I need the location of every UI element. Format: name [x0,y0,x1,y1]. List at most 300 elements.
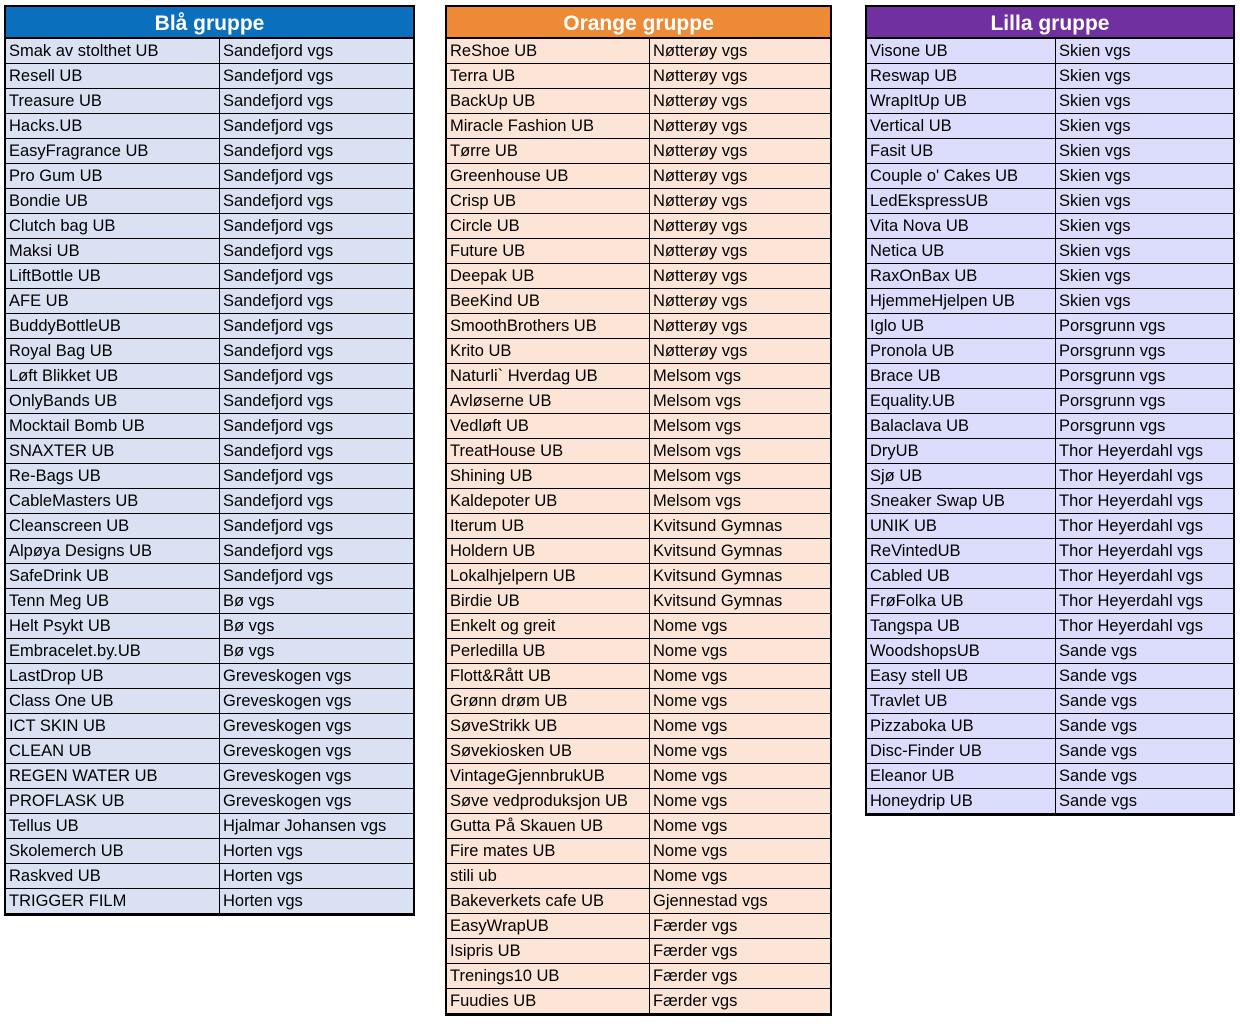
school-cell: Nøtterøy vgs [650,289,830,313]
company-name-cell: Equality.UB [867,389,1056,413]
company-name-cell: Flott&Rått UB [447,664,650,688]
company-name-cell: Maksi UB [6,239,220,263]
table-row [6,189,413,214]
school-cell: Sande vgs [1056,739,1233,763]
table-row [6,464,413,489]
table-row [447,164,830,189]
table-row [6,439,413,464]
table-row [6,489,413,514]
company-name-cell: Future UB [447,239,650,263]
table-row [447,464,830,489]
company-name-cell: HjemmeHjelpen UB [867,289,1056,313]
company-name-cell: Fire mates UB [447,839,650,863]
company-name-cell: Trenings10 UB [447,964,650,988]
school-cell: Sandefjord vgs [220,514,413,538]
table-row [867,614,1233,639]
school-cell: Færder vgs [650,914,830,938]
company-name-cell: Treasure UB [6,89,220,113]
company-name-cell: Disc-Finder UB [867,739,1056,763]
table-row [867,39,1233,64]
company-name-cell: Skolemerch UB [6,839,220,863]
company-name-cell: LiftBottle UB [6,264,220,288]
company-name-cell: Grønn drøm UB [447,689,650,713]
table-row [447,514,830,539]
company-name-cell: Tangspa UB [867,614,1056,638]
table-row [867,414,1233,439]
school-cell: Sandefjord vgs [220,464,413,488]
school-cell: Nome vgs [650,814,830,838]
table-row [6,39,413,64]
table-row [867,789,1233,814]
table-row [447,89,830,114]
school-cell: Færder vgs [650,964,830,988]
company-name-cell: Søve vedproduksjon UB [447,789,650,813]
school-cell: Nøtterøy vgs [650,164,830,188]
table-row [447,664,830,689]
company-name-cell: Pro Gum UB [6,164,220,188]
company-name-cell: stili ub [447,864,650,888]
school-cell: Sandefjord vgs [220,189,413,213]
school-cell: Skien vgs [1056,139,1233,163]
company-name-cell: SøveStrikk UB [447,714,650,738]
table-row [6,89,413,114]
school-cell: Sandefjord vgs [220,314,413,338]
company-name-cell: Shining UB [447,464,650,488]
school-cell: Sandefjord vgs [220,64,413,88]
company-name-cell: Isipris UB [447,939,650,963]
table-row [6,614,413,639]
school-cell: Skien vgs [1056,64,1233,88]
school-cell: Sandefjord vgs [220,489,413,513]
company-name-cell: WrapItUp UB [867,89,1056,113]
company-name-cell: Crisp UB [447,189,650,213]
school-cell: Kvitsund Gymnas [650,514,830,538]
table-row [6,564,413,589]
school-cell: Melsom vgs [650,414,830,438]
company-name-cell: Hacks.UB [6,114,220,138]
school-cell: Thor Heyerdahl vgs [1056,464,1233,488]
table-row [6,289,413,314]
table-row [447,414,830,439]
table-row [867,764,1233,789]
school-cell: Skien vgs [1056,289,1233,313]
school-cell: Sande vgs [1056,764,1233,788]
company-name-cell: BuddyBottleUB [6,314,220,338]
table-row [6,139,413,164]
group-header: Blå gruppe [6,7,413,39]
company-name-cell: AFE UB [6,289,220,313]
company-name-cell: BackUp UB [447,89,650,113]
school-cell: Thor Heyerdahl vgs [1056,589,1233,613]
school-cell: Nome vgs [650,689,830,713]
company-name-cell: Raskved UB [6,864,220,888]
table-row [447,39,830,64]
school-cell: Nøtterøy vgs [650,314,830,338]
table-row [6,589,413,614]
table-row [447,639,830,664]
table-row [867,89,1233,114]
school-cell: Sande vgs [1056,639,1233,663]
table-row [447,364,830,389]
school-cell: Nome vgs [650,639,830,663]
table-row [447,539,830,564]
company-name-cell: Tenn Meg UB [6,589,220,613]
company-name-cell: RaxOnBax UB [867,264,1056,288]
school-cell: Nøtterøy vgs [650,339,830,363]
company-name-cell: FrøFolka UB [867,589,1056,613]
company-name-cell: Søvekiosken UB [447,739,650,763]
purple-group-table [865,5,1235,816]
company-name-cell: Mocktail Bomb UB [6,414,220,438]
company-name-cell: Brace UB [867,364,1056,388]
table-row [447,114,830,139]
company-name-cell: Eleanor UB [867,764,1056,788]
table-row [447,214,830,239]
company-name-cell: Avløserne UB [447,389,650,413]
table-row [447,189,830,214]
school-cell: Sandefjord vgs [220,114,413,138]
school-cell: Thor Heyerdahl vgs [1056,564,1233,588]
table-row [447,864,830,889]
table-row [867,289,1233,314]
table-row [6,114,413,139]
company-name-cell: Helt Psykt UB [6,614,220,638]
company-name-cell: Couple o' Cakes UB [867,164,1056,188]
company-name-cell: Honeydrip UB [867,789,1056,813]
table-rows [867,39,1233,814]
table-row [867,389,1233,414]
company-name-cell: Lokalhjelpern UB [447,564,650,588]
table-row [447,439,830,464]
table-row [447,314,830,339]
company-name-cell: Krito UB [447,339,650,363]
school-cell: Nøtterøy vgs [650,139,830,163]
table-row [447,289,830,314]
table-row [867,139,1233,164]
table-row [867,189,1233,214]
school-cell: Bø vgs [220,614,413,638]
school-cell: Sandefjord vgs [220,164,413,188]
school-cell: Skien vgs [1056,264,1233,288]
company-name-cell: Vita Nova UB [867,214,1056,238]
company-name-cell: LastDrop UB [6,664,220,688]
company-name-cell: Circle UB [447,214,650,238]
table-row [867,264,1233,289]
company-name-cell: SmoothBrothers UB [447,314,650,338]
school-cell: Porsgrunn vgs [1056,339,1233,363]
company-name-cell: Vertical UB [867,114,1056,138]
school-cell: Sande vgs [1056,689,1233,713]
company-name-cell: Sneaker Swap UB [867,489,1056,513]
table-row [6,64,413,89]
school-cell: Færder vgs [650,939,830,963]
company-name-cell: ICT SKIN UB [6,714,220,738]
company-name-cell: Reswap UB [867,64,1056,88]
table-row [447,239,830,264]
company-name-cell: Kaldepoter UB [447,489,650,513]
school-cell: Sandefjord vgs [220,439,413,463]
school-cell: Skien vgs [1056,164,1233,188]
company-name-cell: Iterum UB [447,514,650,538]
table-row [6,389,413,414]
table-row [447,339,830,364]
table-row [867,464,1233,489]
school-cell: Nome vgs [650,764,830,788]
school-cell: Sandefjord vgs [220,389,413,413]
company-name-cell: Royal Bag UB [6,339,220,363]
table-row [6,789,413,814]
company-name-cell: EasyWrapUB [447,914,650,938]
company-name-cell: WoodshopsUB [867,639,1056,663]
school-cell: Horten vgs [220,864,413,888]
school-cell: Greveskogen vgs [220,739,413,763]
table-row [867,739,1233,764]
company-name-cell: Re-Bags UB [6,464,220,488]
table-row [447,739,830,764]
school-cell: Sandefjord vgs [220,364,413,388]
school-cell: Sandefjord vgs [220,239,413,263]
school-cell: Thor Heyerdahl vgs [1056,489,1233,513]
table-row [867,714,1233,739]
school-cell: Nøtterøy vgs [650,214,830,238]
school-cell: Nome vgs [650,664,830,688]
company-name-cell: Miracle Fashion UB [447,114,650,138]
company-name-cell: Birdie UB [447,589,650,613]
company-name-cell: Bakeverkets cafe UB [447,889,650,913]
company-name-cell: Enkelt og greit [447,614,650,638]
table-row [867,364,1233,389]
table-row [867,639,1233,664]
company-name-cell: PROFLASK UB [6,789,220,813]
table-row [6,214,413,239]
table-row [867,589,1233,614]
table-row [6,689,413,714]
table-row [447,714,830,739]
school-cell: Porsgrunn vgs [1056,314,1233,338]
company-name-cell: Greenhouse UB [447,164,650,188]
school-cell: Nøtterøy vgs [650,89,830,113]
table-row [6,764,413,789]
company-name-cell: Iglo UB [867,314,1056,338]
table-row [867,489,1233,514]
table-rows [6,39,413,914]
company-name-cell: CLEAN UB [6,739,220,763]
table-row [867,564,1233,589]
table-row [6,864,413,889]
school-cell: Sande vgs [1056,789,1233,813]
company-name-cell: Visone UB [867,39,1056,63]
table-row [6,514,413,539]
company-name-cell: Pizzaboka UB [867,714,1056,738]
school-cell: Bø vgs [220,639,413,663]
school-cell: Sande vgs [1056,664,1233,688]
company-name-cell: LedEkspressUB [867,189,1056,213]
company-name-cell: ReShoe UB [447,39,650,63]
table-row [6,239,413,264]
table-row [6,639,413,664]
school-cell: Nome vgs [650,739,830,763]
school-cell: Thor Heyerdahl vgs [1056,539,1233,563]
table-row [867,664,1233,689]
table-row [6,164,413,189]
blue-group-table [4,5,415,916]
school-cell: Nøtterøy vgs [650,189,830,213]
school-cell: Skien vgs [1056,114,1233,138]
table-row [6,814,413,839]
school-cell: Thor Heyerdahl vgs [1056,439,1233,463]
table-row [867,114,1233,139]
company-name-cell: DryUB [867,439,1056,463]
school-cell: Melsom vgs [650,364,830,388]
school-cell: Porsgrunn vgs [1056,414,1233,438]
school-cell: Skien vgs [1056,189,1233,213]
school-cell: Skien vgs [1056,39,1233,63]
school-cell: Nome vgs [650,614,830,638]
table-row [6,364,413,389]
school-cell: Greveskogen vgs [220,714,413,738]
table-row [447,614,830,639]
table-row [447,764,830,789]
school-cell: Greveskogen vgs [220,789,413,813]
school-cell: Melsom vgs [650,489,830,513]
school-cell: Hjalmar Johansen vgs [220,814,413,838]
table-row [447,264,830,289]
company-name-cell: Balaclava UB [867,414,1056,438]
table-row [867,689,1233,714]
school-cell: Sandefjord vgs [220,564,413,588]
table-row [6,264,413,289]
table-row [447,64,830,89]
company-name-cell: Vedløft UB [447,414,650,438]
school-cell: Thor Heyerdahl vgs [1056,614,1233,638]
school-cell: Sandefjord vgs [220,214,413,238]
table-row [447,839,830,864]
table-row [867,64,1233,89]
company-name-cell: ReVintedUB [867,539,1056,563]
company-name-cell: Class One UB [6,689,220,713]
school-cell: Sande vgs [1056,714,1233,738]
group-header: Orange gruppe [447,7,830,39]
table-row [867,539,1233,564]
company-name-cell: Holdern UB [447,539,650,563]
company-name-cell: Bondie UB [6,189,220,213]
school-cell: Melsom vgs [650,439,830,463]
company-name-cell: Smak av stolthet UB [6,39,220,63]
school-cell: Nøtterøy vgs [650,64,830,88]
company-name-cell: Travlet UB [867,689,1056,713]
company-name-cell: Sjø UB [867,464,1056,488]
table-row [447,139,830,164]
school-cell: Skien vgs [1056,214,1233,238]
school-cell: Melsom vgs [650,389,830,413]
table-row [447,964,830,989]
school-cell: Nøtterøy vgs [650,239,830,263]
school-cell: Skien vgs [1056,239,1233,263]
school-cell: Kvitsund Gymnas [650,589,830,613]
table-row [447,789,830,814]
company-name-cell: Gutta På Skauen UB [447,814,650,838]
school-cell: Bø vgs [220,589,413,613]
school-cell: Thor Heyerdahl vgs [1056,514,1233,538]
company-name-cell: SafeDrink UB [6,564,220,588]
school-cell: Sandefjord vgs [220,139,413,163]
school-cell: Sandefjord vgs [220,264,413,288]
school-cell: Horten vgs [220,839,413,863]
company-name-cell: Deepak UB [447,264,650,288]
company-name-cell: BeeKind UB [447,289,650,313]
orange-group-table [445,5,832,1016]
table-row [867,514,1233,539]
school-cell: Porsgrunn vgs [1056,389,1233,413]
school-cell: Horten vgs [220,889,413,913]
company-name-cell: CableMasters UB [6,489,220,513]
school-cell: Sandefjord vgs [220,39,413,63]
school-cell: Greveskogen vgs [220,764,413,788]
school-cell: Nome vgs [650,839,830,863]
school-cell: Sandefjord vgs [220,339,413,363]
school-cell: Greveskogen vgs [220,689,413,713]
table-row [6,339,413,364]
table-row [867,439,1233,464]
company-name-cell: Easy stell UB [867,664,1056,688]
school-cell: Porsgrunn vgs [1056,364,1233,388]
table-row [447,389,830,414]
table-row [867,314,1233,339]
table-row [447,914,830,939]
table-row [447,939,830,964]
company-name-cell: VintageGjennbrukUB [447,764,650,788]
school-cell: Nome vgs [650,864,830,888]
company-name-cell: TRIGGER FILM [6,889,220,913]
school-cell: Kvitsund Gymnas [650,539,830,563]
school-cell: Gjennestad vgs [650,889,830,913]
table-row [6,714,413,739]
company-name-cell: Fuudies UB [447,989,650,1013]
table-row [447,564,830,589]
school-cell: Skien vgs [1056,89,1233,113]
company-name-cell: Cabled UB [867,564,1056,588]
company-name-cell: Embracelet.by.UB [6,639,220,663]
school-cell: Sandefjord vgs [220,89,413,113]
company-name-cell: OnlyBands UB [6,389,220,413]
group-header: Lilla gruppe [867,7,1233,39]
company-name-cell: Tørre UB [447,139,650,163]
company-name-cell: Naturli` Hverdag UB [447,364,650,388]
company-name-cell: Resell UB [6,64,220,88]
company-name-cell: Perledilla UB [447,639,650,663]
company-name-cell: Clutch bag UB [6,214,220,238]
school-cell: Sandefjord vgs [220,539,413,563]
table-rows [447,39,830,1014]
company-name-cell: Tellus UB [6,814,220,838]
school-cell: Greveskogen vgs [220,664,413,688]
school-cell: Melsom vgs [650,464,830,488]
table-row [447,589,830,614]
company-name-cell: Løft Blikket UB [6,364,220,388]
company-name-cell: TreatHouse UB [447,439,650,463]
company-name-cell: Fasit UB [867,139,1056,163]
table-row [6,839,413,864]
table-row [6,664,413,689]
table-row [447,489,830,514]
company-name-cell: Terra UB [447,64,650,88]
school-cell: Sandefjord vgs [220,289,413,313]
school-cell: Kvitsund Gymnas [650,564,830,588]
table-row [447,989,830,1014]
school-cell: Nøtterøy vgs [650,39,830,63]
school-cell: Nome vgs [650,789,830,813]
table-row [6,739,413,764]
